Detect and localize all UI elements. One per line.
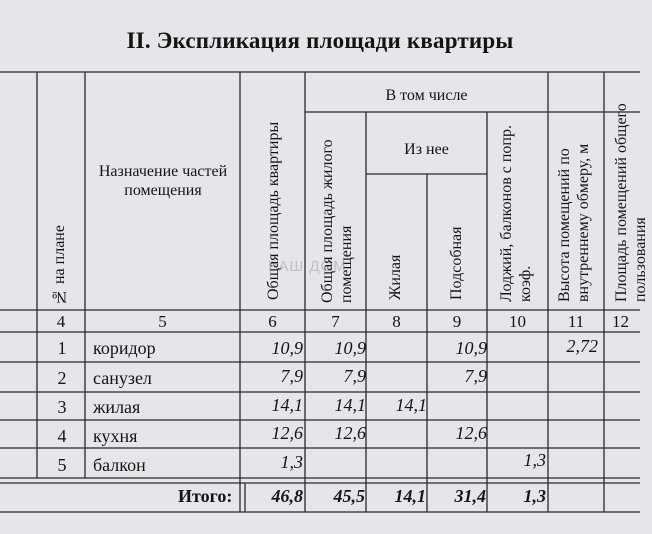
header-common-area: Площадь помещений общего пользования xyxy=(613,103,649,302)
cell-living-total: 7,9 xyxy=(343,366,366,386)
document-title: II. Экспликация площади квартиры xyxy=(126,28,514,53)
row-number: 4 xyxy=(57,426,67,446)
header-auxiliary: Подсобная xyxy=(448,226,465,300)
totals-label: Итого: xyxy=(178,486,233,506)
header-total-area: Общая площадь квартиры xyxy=(265,121,282,300)
header-purpose-text: Назначение частей помещения xyxy=(98,163,228,199)
cell-loggia: 1,3 xyxy=(523,450,546,470)
row-number: 3 xyxy=(57,397,67,417)
totals-loggia: 1,3 xyxy=(523,486,546,506)
watermark: ВАШ ДОМ xyxy=(268,258,347,275)
row-name: балкон xyxy=(93,455,146,475)
row-name: коридор xyxy=(93,338,156,358)
cell-total: 12,6 xyxy=(271,423,303,443)
row-number: 5 xyxy=(57,455,67,475)
col-number-7: 7 xyxy=(331,312,340,331)
totals-living: 14,1 xyxy=(394,486,426,506)
header-loggia: Лоджий, балконов с попр. коэф. xyxy=(498,125,534,302)
row-number: 2 xyxy=(57,368,67,388)
row-name: жилая xyxy=(93,397,141,417)
header-purpose xyxy=(92,162,234,200)
row-name: кухня xyxy=(93,426,138,446)
header-living-total: Общая площадь жилого помещения xyxy=(319,139,355,303)
cell-aux: 10,9 xyxy=(455,338,487,358)
col-number-10: 10 xyxy=(509,312,526,331)
cell-living: 14,1 xyxy=(395,395,427,415)
row-name: санузел xyxy=(93,368,152,388)
header-including: В том числе xyxy=(385,87,468,104)
header-plan-no: № на плане xyxy=(51,225,68,305)
col-number-5: 5 xyxy=(158,312,167,331)
totals-aux: 31,4 xyxy=(454,486,486,506)
col-number-8: 8 xyxy=(392,312,401,331)
cell-total: 10,9 xyxy=(271,338,303,358)
cell-aux: 12,6 xyxy=(455,423,487,443)
cell-total: 7,9 xyxy=(280,366,303,386)
cell-height: 2,72 xyxy=(566,336,598,356)
col-number-4: 4 xyxy=(56,312,66,331)
col-number-6: 6 xyxy=(268,312,277,331)
cell-living-total: 14,1 xyxy=(334,395,366,415)
header-of-which: Из нее xyxy=(404,141,449,158)
col-number-9: 9 xyxy=(452,312,462,331)
cell-living-total: 10,9 xyxy=(334,338,366,358)
col-number-11: 11 xyxy=(567,312,585,331)
header-height: Высота помещений по внутреннему обмеру, м xyxy=(556,143,592,302)
cell-living-total: 12,6 xyxy=(334,423,366,443)
totals-total: 46,8 xyxy=(271,486,303,506)
row-number: 1 xyxy=(57,338,67,358)
cell-total: 1,3 xyxy=(280,452,303,472)
totals-living-total: 45,5 xyxy=(333,486,365,506)
col-number-12: 12 xyxy=(612,312,629,331)
header-living: Жилая xyxy=(387,254,404,300)
cell-total: 14,1 xyxy=(271,395,303,415)
cell-aux: 7,9 xyxy=(464,366,487,386)
